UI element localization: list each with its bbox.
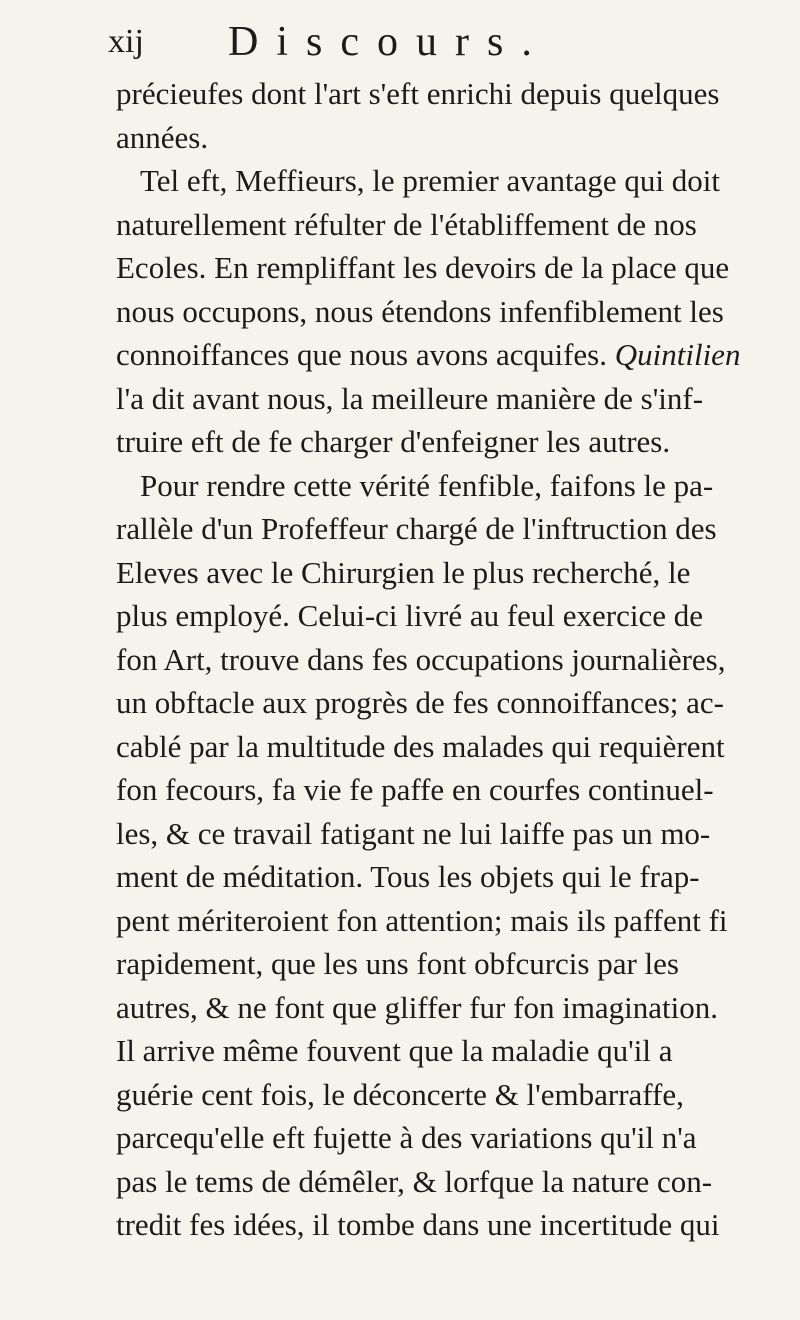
body-text [116, 72, 756, 1247]
text-line: ment de méditation. Tous les objets qui le frap- [116, 859, 700, 894]
text-line: fon Art, trouve dans fes occupations journalières, [116, 641, 726, 677]
text-line: parcequ'elle eft fujette à des variations qu'il n'a [116, 1120, 697, 1155]
text-line: fon fecours, fa vie fe paffe en courfes continuel- [116, 772, 714, 807]
text-line: tredit fes idées, il tombe dans une incertitude qui [116, 1207, 720, 1242]
text-line: guérie cent fois, le déconcerte & l'embarraffe, [116, 1076, 684, 1112]
page-number: xij [108, 23, 144, 60]
text-line [116, 333, 756, 377]
text-line: Tel eft, Meffieurs, le premier avantage qui doit [140, 163, 721, 198]
text-line: Ecoles. En rempliffant les devoirs de la place que [116, 250, 730, 285]
text-line: rallèle d'un Profeffeur chargé de l'inftruction des [116, 511, 717, 546]
text-line: cablé par la multitude des malades qui requièrent [116, 728, 725, 764]
text-line: autres, & ne font que gliffer fur fon imagination. [116, 989, 719, 1025]
text-line: pas le tems de démêler, & lorfque la nature con- [116, 1163, 713, 1199]
text-line: les, & ce travail fatigant ne lui laiffe pas un mo- [116, 815, 711, 851]
text-line: Pour rendre cette vérité fenfible, faifons le pa- [140, 467, 714, 503]
text-line: truire eft de fe charger d'enfeigner les autres. [116, 424, 671, 459]
running-head [108, 12, 748, 72]
text-line: Il arrive même fouvent que la maladie qu'il a [116, 1033, 673, 1068]
text-line: années. [116, 119, 209, 155]
text-run: connoiffances que nous avons acquifes. [116, 337, 615, 372]
text-line: précieufes dont l'art s'eft enrichi depuis quelques [116, 76, 720, 111]
text-line: nous occupons, nous étendons infenfiblement les [116, 293, 724, 329]
text-line: un obftacle aux progrès de fes connoiffances; ac- [116, 685, 724, 720]
text-line: Eleves avec le Chirurgien le plus recherché, le [116, 554, 691, 590]
text-line: rapidement, que les uns font obfcurcis par les [116, 946, 679, 981]
italic-name: Quintilien [614, 337, 741, 372]
text-line: naturellement réfulter de l'établiffement de nos [116, 206, 697, 242]
text-line: l'a dit avant nous, la meilleure manière de s'inf- [116, 380, 704, 416]
text-line: plus employé. Celui-ci livré au feul exercice de [116, 598, 704, 633]
text-line: pent mériteroient fon attention; mais ils paffent fi [116, 902, 728, 938]
running-title: Discours. [228, 19, 550, 65]
